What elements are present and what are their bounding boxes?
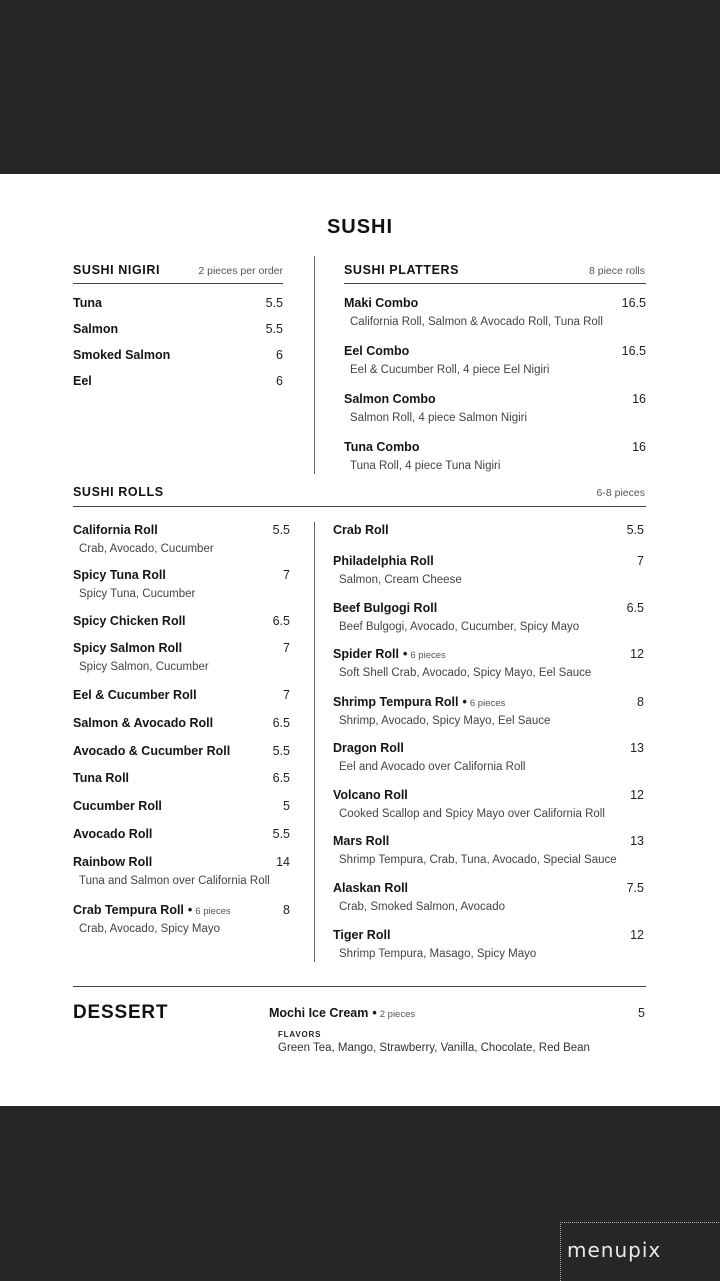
menu-item — [73, 614, 290, 632]
item-name — [269, 1006, 415, 1020]
menu-item — [73, 296, 283, 314]
item-description: Eel & Cucumber Roll, 4 piece Eel Nigiri — [350, 364, 550, 376]
item-price: 16.5 — [621, 296, 646, 310]
flavors-label: FLAVORS — [278, 1030, 322, 1039]
item-name: Salmon & Avocado Roll — [73, 716, 214, 730]
item-description: Spicy Salmon, Cucumber — [79, 661, 209, 673]
item-name: Eel & Cucumber Roll — [73, 688, 197, 702]
item-name-text: Spider Roll — [333, 647, 399, 661]
watermark-logo — [560, 1222, 720, 1281]
menu-item — [344, 344, 646, 382]
item-description: Shrimp Tempura, Crab, Tuna, Avocado, Special Sauce — [339, 854, 617, 866]
item-price: 6.5 — [272, 771, 290, 785]
item-name-text: Mochi Ice Cream — [269, 1006, 369, 1020]
nigiri-divider — [73, 283, 283, 284]
item-price: 16 — [632, 440, 646, 454]
item-description: Crab, Avocado, Cucumber — [79, 543, 214, 555]
item-name: Spicy Tuna Roll — [73, 568, 166, 582]
item-description: Crab, Avocado, Spicy Mayo — [79, 923, 221, 935]
separator-dot: • — [462, 695, 467, 709]
item-price: 8 — [637, 695, 644, 709]
item-name: Avocado & Cucumber Roll — [73, 744, 231, 758]
item-price: 8 — [283, 903, 290, 917]
menu-item — [333, 881, 644, 919]
item-price: 7 — [283, 688, 290, 702]
item-description: Eel and Avocado over California Roll — [339, 761, 526, 773]
platters-list — [344, 296, 646, 481]
item-price: 5.5 — [265, 322, 283, 336]
item-name-text: Crab Tempura Roll — [73, 903, 184, 917]
item-price: 6 — [276, 374, 283, 388]
item-price: 5 — [638, 1006, 645, 1020]
item-name — [333, 695, 505, 709]
dessert-section-title: DESSERT — [73, 1002, 169, 1023]
menu-item — [333, 928, 644, 966]
platters-divider — [344, 283, 646, 284]
rolls-divider — [73, 506, 646, 507]
item-price: 12 — [630, 647, 644, 661]
item-name: Smoked Salmon — [73, 348, 171, 362]
menu-item — [73, 744, 290, 762]
item-name: Dragon Roll — [333, 741, 404, 755]
nigiri-list — [73, 296, 283, 406]
item-description: Tuna and Salmon over California Roll — [79, 875, 270, 887]
menu-item — [333, 601, 644, 639]
dessert-divider — [73, 986, 646, 987]
item-name: Tuna — [73, 296, 102, 310]
item-description: Beef Bulgogi, Avocado, Cucumber, Spicy Mayo — [339, 621, 580, 633]
item-note: 6 pieces — [469, 698, 506, 709]
item-name — [333, 647, 446, 661]
page-title: SUSHI — [326, 216, 394, 238]
menu-item — [333, 554, 644, 592]
item-price: 7 — [637, 554, 644, 568]
item-name-text: Shrimp Tempura Roll — [333, 695, 459, 709]
item-name: Cucumber Roll — [73, 799, 162, 813]
watermark-text: menupix — [567, 1238, 662, 1262]
item-name: Eel — [73, 374, 92, 388]
menu-item — [73, 716, 290, 734]
item-name: Tuna Roll — [73, 771, 130, 785]
item-price: 16 — [632, 392, 646, 406]
menu-item — [73, 641, 290, 679]
menu-item — [333, 834, 644, 872]
item-name: Tuna Combo — [344, 440, 420, 454]
menu-item — [73, 374, 283, 392]
item-price: 7 — [283, 568, 290, 582]
item-name: Salmon — [73, 322, 119, 336]
item-name: Mars Roll — [333, 834, 390, 848]
item-name: Spicy Salmon Roll — [73, 641, 183, 655]
item-price: 5.5 — [626, 523, 644, 537]
item-price: 14 — [276, 855, 290, 869]
menu-item — [73, 771, 290, 789]
menu-item — [333, 647, 644, 685]
menu-item — [73, 903, 290, 941]
item-description: Cooked Scallop and Spicy Mayo over California Roll — [339, 808, 605, 820]
rolls-section-note: 6-8 pieces — [596, 487, 645, 499]
menu-item — [269, 1006, 645, 1024]
menu-item — [333, 523, 644, 541]
item-description: Soft Shell Crab, Avocado, Spicy Mayo, Eel Sauce — [339, 667, 592, 679]
item-description: Spicy Tuna, Cucumber — [79, 588, 196, 600]
item-name: Beef Bulgogi Roll — [333, 601, 438, 615]
item-name: Philadelphia Roll — [333, 554, 434, 568]
flavors-list: Green Tea, Mango, Strawberry, Vanilla, Chocolate, Red Bean — [278, 1042, 590, 1054]
menu-item — [73, 348, 283, 366]
item-price: 7.5 — [626, 881, 644, 895]
item-note: 2 pieces — [379, 1009, 416, 1020]
menu-item — [344, 440, 646, 478]
menu-item — [333, 695, 644, 733]
menu-item — [73, 568, 290, 606]
platters-section-note: 8 piece rolls — [588, 265, 645, 277]
item-name: Maki Combo — [344, 296, 419, 310]
menu-item — [73, 827, 290, 845]
item-price: 6 — [276, 348, 283, 362]
menu-item — [73, 688, 290, 706]
separator-dot: • — [372, 1006, 377, 1020]
item-price: 6.5 — [626, 601, 644, 615]
separator-dot: • — [402, 647, 408, 661]
item-price: 5.5 — [272, 827, 290, 841]
item-price: 6.5 — [272, 614, 290, 628]
item-price: 12 — [630, 788, 644, 802]
item-note: 6 pieces — [410, 650, 446, 661]
item-note: 6 pieces — [195, 906, 231, 917]
menu-item — [73, 322, 283, 340]
item-name: Crab Roll — [333, 523, 389, 537]
item-price: 6.5 — [272, 716, 290, 730]
item-price: 5.5 — [272, 744, 290, 758]
menu-item — [333, 741, 644, 779]
menu-item — [333, 788, 644, 826]
item-description: Shrimp, Avocado, Spicy Mayo, Eel Sauce — [339, 715, 551, 727]
item-name: Alaskan Roll — [333, 881, 409, 895]
rolls-left-list — [73, 523, 290, 943]
item-price: 5.5 — [272, 523, 290, 537]
menu-page — [0, 174, 720, 1106]
item-price: 13 — [630, 741, 644, 755]
separator-dot: • — [187, 903, 193, 917]
item-name: Salmon Combo — [344, 392, 436, 406]
item-name — [73, 903, 231, 917]
item-name: Tiger Roll — [333, 928, 391, 942]
rolls-section-title: SUSHI ROLLS — [73, 485, 164, 499]
platters-section-title: SUSHI PLATTERS — [344, 263, 460, 277]
item-description: Tuna Roll, 4 piece Tuna Nigiri — [350, 460, 501, 472]
item-name: Spicy Chicken Roll — [73, 614, 186, 628]
column-divider — [314, 256, 315, 474]
column-divider — [314, 522, 315, 962]
item-price: 13 — [630, 834, 644, 848]
item-price: 12 — [630, 928, 644, 942]
item-price: 7 — [283, 641, 290, 655]
nigiri-section-title: SUSHI NIGIRI — [73, 263, 161, 277]
nigiri-section-note: 2 pieces per order — [198, 265, 283, 277]
rolls-right-list — [333, 523, 644, 963]
item-description: California Roll, Salmon & Avocado Roll, Tuna Roll — [350, 316, 603, 328]
item-name: Avocado Roll — [73, 827, 153, 841]
item-description: Salmon, Cream Cheese — [339, 574, 462, 586]
item-name: California Roll — [73, 523, 158, 537]
item-name: Eel Combo — [344, 344, 410, 358]
item-name: Volcano Roll — [333, 788, 408, 802]
menu-item — [73, 799, 290, 817]
item-description: Shrimp Tempura, Masago, Spicy Mayo — [339, 948, 537, 960]
item-description: Salmon Roll, 4 piece Salmon Nigiri — [350, 412, 528, 424]
item-price: 16.5 — [621, 344, 646, 358]
menu-item — [344, 296, 646, 334]
menu-item — [344, 392, 646, 430]
item-price: 5 — [283, 799, 290, 813]
menu-item — [73, 855, 290, 893]
item-description: Crab, Smoked Salmon, Avocado — [339, 901, 505, 913]
item-price: 5.5 — [265, 296, 283, 310]
menu-item — [73, 523, 290, 561]
item-name: Rainbow Roll — [73, 855, 153, 869]
